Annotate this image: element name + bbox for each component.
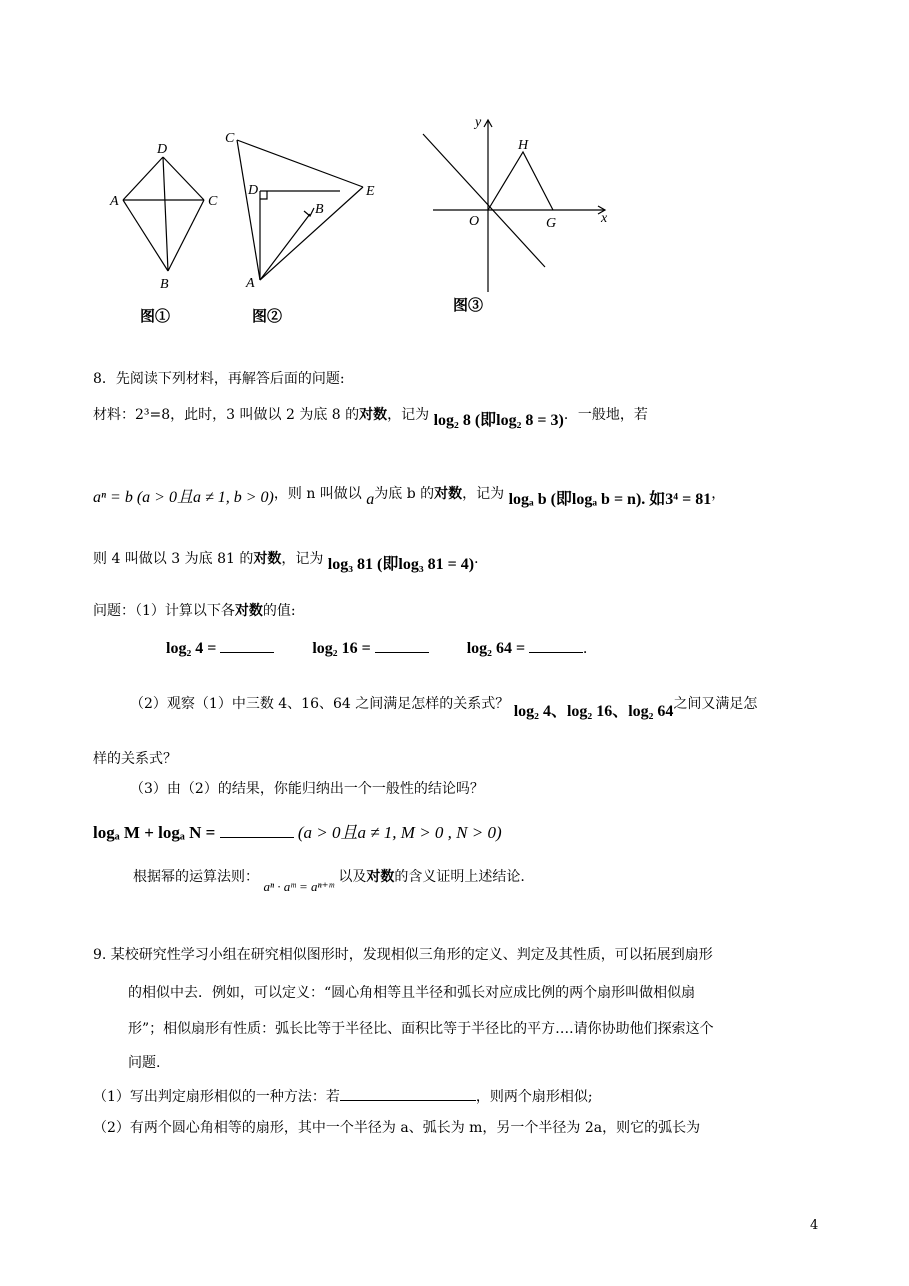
example-prefix: 则 4 叫做以 3 为底 81 的 bbox=[93, 551, 254, 567]
figure-2 bbox=[220, 125, 390, 335]
def-text2: 为底 b 的 bbox=[374, 486, 435, 502]
p1-f1: log₂ 4 = bbox=[166, 640, 217, 657]
p4-suffix: 的含义证明上述结论. bbox=[394, 869, 525, 885]
s1-prefix: （1）写出判定扇形相似的一种方法：若 bbox=[93, 1089, 340, 1105]
label-C: C bbox=[225, 131, 235, 146]
p1-f2: log₂ 16 = bbox=[312, 640, 371, 657]
p4-formula: aⁿ · aᵐ = aⁿ⁺ᵐ bbox=[263, 879, 334, 894]
figure-2-caption: 图② bbox=[252, 309, 283, 325]
p2-suffix: 之间又满足怎 bbox=[673, 696, 758, 712]
p2-formula: log₂ 4、log₂ 16、log₂ 64 bbox=[513, 703, 674, 720]
p1-prefix: 问题：（1）计算以下各 bbox=[93, 603, 235, 619]
label-C: C bbox=[208, 194, 218, 209]
s1-suffix: ，则两个扇形相似; bbox=[475, 1089, 593, 1105]
material-bold: 对数 bbox=[359, 407, 388, 423]
figure-1 bbox=[100, 135, 230, 335]
q9-line-4: 问题. bbox=[128, 1055, 161, 1071]
example-mid: ，记为 bbox=[281, 551, 324, 567]
figure-1-caption: 图① bbox=[140, 309, 171, 325]
label-B: B bbox=[315, 202, 324, 217]
q8-problem-2-cont: 样的关系式？ bbox=[93, 751, 177, 767]
example-bold: 对数 bbox=[253, 551, 282, 567]
material-mid: ，记为 bbox=[387, 407, 430, 423]
label-H: H bbox=[518, 138, 529, 153]
label-D: D bbox=[248, 183, 259, 198]
label-A: A bbox=[110, 194, 119, 209]
answer-blank-1[interactable] bbox=[220, 638, 274, 653]
q8-heading: 8．先阅读下列材料，再解答后面的问题: bbox=[93, 371, 345, 387]
material-formula: log₂ 8 (即log₂ 8 = 3) bbox=[433, 412, 564, 429]
p4-prefix: 根据幂的运算法则： bbox=[133, 869, 259, 885]
q8-material-line bbox=[93, 401, 648, 429]
page-number: 4 bbox=[810, 1218, 819, 1233]
q8-definition-line bbox=[93, 480, 726, 508]
q9-line-2: 的相似中去．例如，可以定义：“圆心角相等且半径和弧长对应成比例的两个扇形叫做相似扇 bbox=[128, 985, 696, 1001]
answer-blank-4[interactable] bbox=[220, 823, 294, 838]
p1-bold: 对数 bbox=[234, 603, 263, 619]
p1-suffix: 的值: bbox=[262, 603, 296, 619]
q8-example-line bbox=[93, 545, 489, 573]
p1-f3: log₂ 64 = bbox=[466, 640, 526, 657]
answer-blank-5[interactable] bbox=[340, 1086, 476, 1101]
p1-end: . bbox=[583, 640, 588, 657]
label-A: A bbox=[246, 276, 255, 291]
q8-problem-2 bbox=[130, 690, 758, 720]
q8-problem-1 bbox=[93, 600, 296, 620]
def-formula: aⁿ = b (a > 0且a ≠ 1, b > 0) bbox=[93, 489, 274, 506]
answer-blank-2[interactable] bbox=[375, 638, 429, 653]
p4-mid: 以及 bbox=[338, 869, 367, 885]
label-O: O bbox=[469, 214, 480, 229]
label-B: B bbox=[160, 277, 169, 292]
material-suffix: ．一般地，若 bbox=[563, 407, 648, 423]
def-comma: ， bbox=[711, 486, 726, 502]
q8-problem-4 bbox=[133, 866, 525, 894]
q9-sub-1 bbox=[93, 1086, 593, 1106]
def-a: a bbox=[366, 491, 375, 508]
p4-bold: 对数 bbox=[366, 869, 395, 885]
label-E: E bbox=[366, 184, 375, 199]
def-bold: 对数 bbox=[434, 486, 463, 502]
answer-blank-3[interactable] bbox=[529, 638, 583, 653]
figure-3 bbox=[415, 112, 615, 322]
q9-line-3: 形”；相似扇形有性质：弧长比等于半径比、面积比等于半径比的平方….请你协助他们探索这个 bbox=[128, 1021, 714, 1037]
figure-3-caption: 图③ bbox=[453, 298, 484, 314]
example-suffix: ． bbox=[474, 551, 489, 567]
def-text3: ，记为 bbox=[462, 486, 505, 502]
p3-formula-right: (a > 0且a ≠ 1, M > 0 , N > 0) bbox=[297, 823, 502, 842]
p3-formula-left: logₐ M + logₐ N = bbox=[93, 823, 216, 842]
label-x: x bbox=[601, 211, 608, 226]
material-prefix: 材料：2³=8，此时，3 叫做以 2 为底 8 的 bbox=[93, 407, 360, 423]
label-D: D bbox=[157, 142, 168, 157]
q9-line-1: 9. 某校研究性学习小组在研究相似图形时，发现相似三角形的定义、判定及其性质，可以拓展到扇形 bbox=[93, 947, 713, 963]
q8-problem-1-formulas bbox=[166, 638, 587, 658]
label-G: G bbox=[546, 216, 557, 231]
q8-problem-3: （3）由（2）的结果，你能归纳出一个一般性的结论吗？ bbox=[130, 781, 484, 797]
p2-text: （2）观察（1）中三数 4、16、64 之间满足怎样的关系式？ bbox=[130, 696, 510, 712]
q9-sub-2: （2）有两个圆心角相等的扇形，其中一个半径为 a、弧长为 m，另一个半径为 2a，则它的弧长为 bbox=[93, 1120, 701, 1136]
def-text1: ，则 n 叫做以 bbox=[273, 486, 362, 502]
q8-problem-3-formula bbox=[93, 818, 502, 843]
def-formula2: logₐ b (即logₐ b = n). 如3⁴ = 81 bbox=[508, 491, 712, 508]
example-formula: log₃ 81 (即log₃ 81 = 4) bbox=[327, 556, 475, 573]
label-y: y bbox=[475, 115, 482, 130]
